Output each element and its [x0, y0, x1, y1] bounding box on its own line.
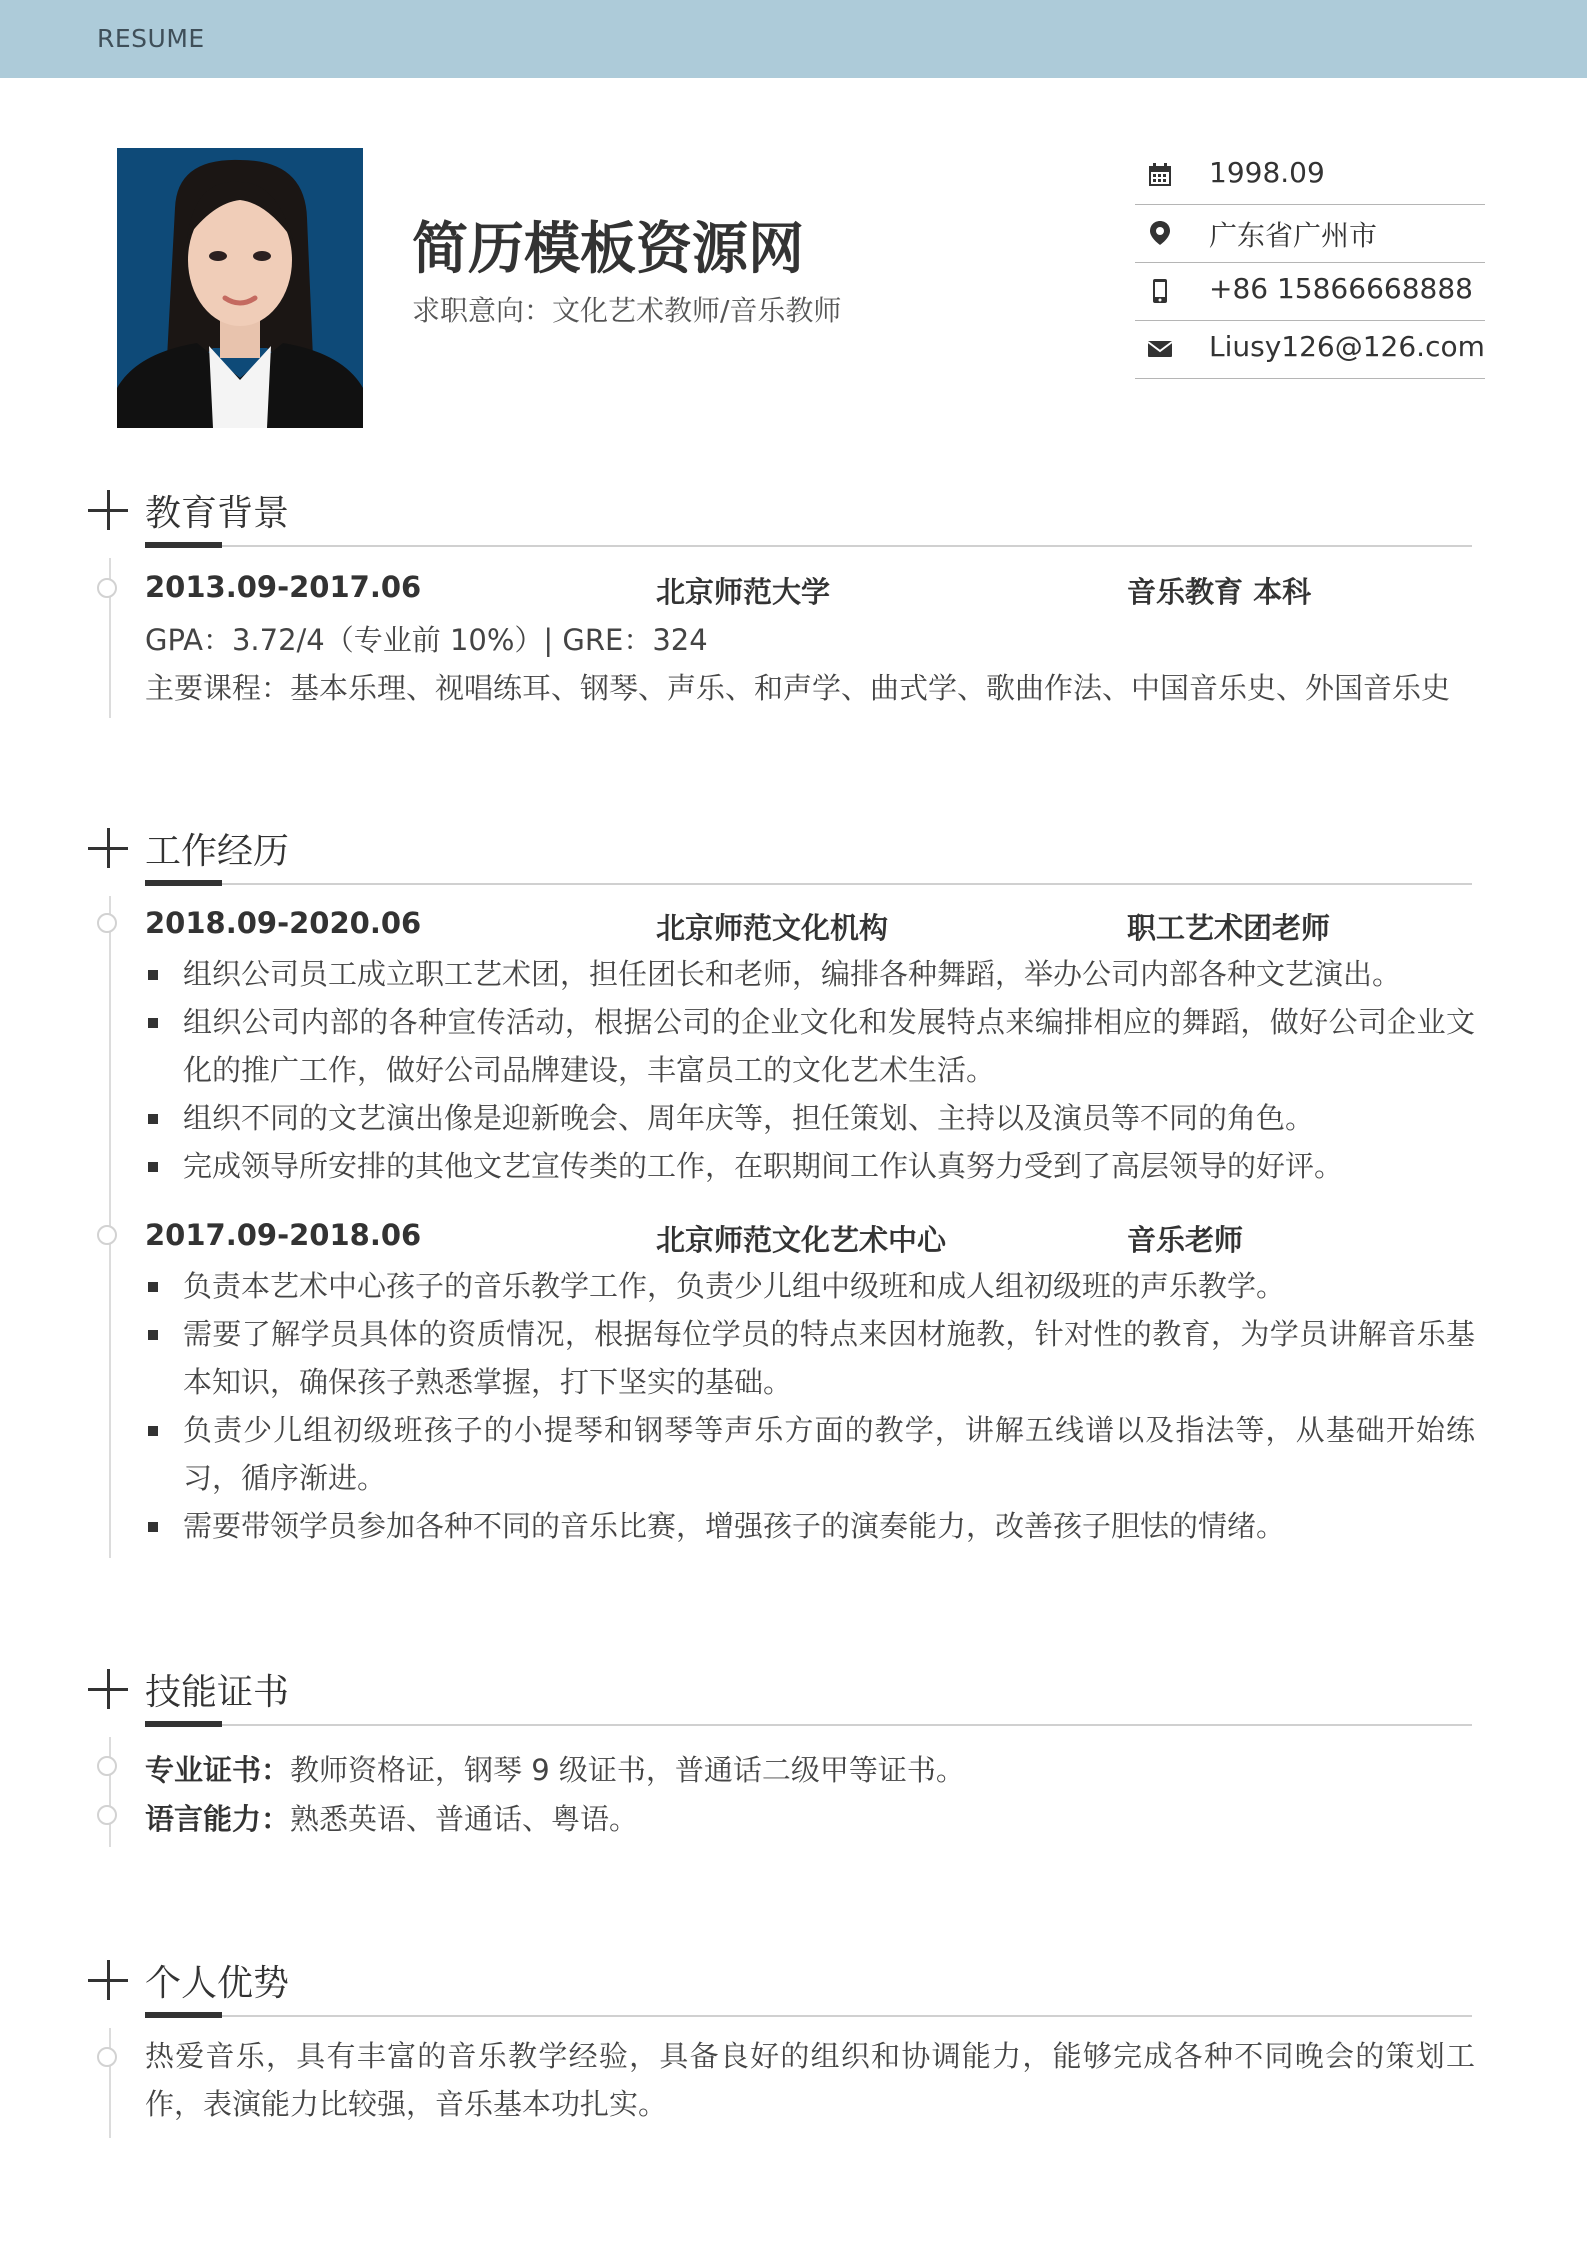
timeline-dot	[97, 913, 117, 933]
contact-location	[1135, 204, 1485, 263]
phone-icon	[1147, 278, 1173, 304]
plus-icon	[88, 490, 128, 530]
section-title-skills: 技能证书	[145, 1672, 290, 1713]
job-period: 2018.09-2020.06	[145, 906, 422, 940]
bullet-text: 需要了解学员具体的资质情况，根据每位学员的特点来因材施教，针对性的教育，为学员讲解音乐基本知识，确保孩子熟悉掌握，打下坚实的基础。	[183, 1317, 1475, 1399]
section-title-education: 教育背景	[145, 493, 290, 534]
education-degree: 音乐教育 本科	[1127, 575, 1312, 609]
job-bullet	[145, 1262, 1475, 1310]
education-school: 北京师范大学	[656, 575, 831, 609]
bullet-text: 需要带领学员参加各种不同的音乐比赛，增强孩子的演奏能力，改善孩子胆怯的情绪。	[183, 1509, 1286, 1543]
bullet-square-icon	[148, 1282, 158, 1292]
timeline-dot	[97, 1756, 117, 1776]
job-bullet	[145, 950, 1475, 998]
top-banner	[0, 0, 1587, 78]
bullet-text: 组织公司员工成立职工艺术团，担任团长和老师，编排各种舞蹈，举办公司内部各种文艺演出。	[183, 957, 1402, 991]
bullet-square-icon	[148, 1426, 158, 1436]
skill-item	[145, 1797, 638, 1838]
contact-birthdate	[1135, 146, 1485, 205]
timeline-line	[109, 2028, 111, 2138]
location-pin-icon	[1147, 220, 1173, 246]
email-text[interactable]: Liusy126@126.com	[1209, 330, 1485, 363]
skill-label: 专业证书：	[145, 1753, 291, 1787]
job-bullet	[145, 1142, 1475, 1190]
job-period: 2017.09-2018.06	[145, 1218, 422, 1252]
job-org: 北京师范文化艺术中心	[656, 1223, 947, 1257]
bullet-text: 负责少儿组初级班孩子的小提琴和钢琴等声乐方面的教学，讲解五线谱以及指法等，从基础开始练习，循序渐进。	[183, 1413, 1475, 1495]
section-title-work: 工作经历	[145, 831, 290, 872]
plus-icon	[88, 1669, 128, 1709]
resume-label: RESUME	[97, 24, 205, 53]
job-org: 北京师范文化机构	[656, 911, 889, 945]
calendar-icon	[1147, 162, 1173, 188]
mail-icon	[1147, 336, 1173, 362]
plus-icon	[88, 828, 128, 868]
education-courses: 主要课程：基本乐理、视唱练耳、钢琴、声乐、和声学、曲式学、歌曲作法、中国音乐史、外国音乐史	[145, 671, 1451, 705]
education-gpa: GPA：3.72/4（专业前 10%）| GRE：324	[145, 623, 708, 657]
section-divider	[145, 2015, 1472, 2017]
section-divider	[145, 545, 1472, 547]
timeline-line	[109, 1737, 111, 1847]
job-role: 职工艺术团老师	[1127, 911, 1331, 945]
birthdate-text: 1998.09	[1209, 156, 1325, 189]
bullet-square-icon	[148, 1114, 158, 1124]
skill-item	[145, 1748, 965, 1789]
skill-text: 熟悉英语、普通话、粤语。	[290, 1802, 639, 1836]
phone-text[interactable]: +86 15866668888	[1209, 272, 1473, 305]
section-accent-bar	[145, 1721, 222, 1727]
contact-email	[1135, 320, 1485, 379]
advantage-text: 热爱音乐，具有丰富的音乐教学经验，具备良好的组织和协调能力，能够完成各种不同晚会的策划工作，表演能力比较强，音乐基本功扎实。	[145, 2039, 1475, 2121]
bullet-text: 完成领导所安排的其他文艺宣传类的工作，在职期间工作认真努力受到了高层领导的好评。	[183, 1149, 1344, 1183]
bullet-square-icon	[148, 1330, 158, 1340]
job-bullet	[145, 1502, 1475, 1550]
section-accent-bar	[145, 542, 222, 548]
section-divider	[145, 883, 1472, 885]
bullet-text: 组织不同的文艺演出像是迎新晚会、周年庆等，担任策划、主持以及演员等不同的角色。	[183, 1101, 1315, 1135]
bullet-square-icon	[148, 970, 158, 980]
timeline-dot	[97, 1805, 117, 1825]
candidate-name: 简历模板资源网	[412, 217, 804, 282]
skill-label: 语言能力：	[145, 1802, 291, 1836]
job-bullet	[145, 1310, 1475, 1406]
section-accent-bar	[145, 2012, 222, 2018]
skill-text: 教师资格证，钢琴 9 级证书，普通话二级甲等证书。	[290, 1753, 965, 1787]
timeline-dot	[97, 578, 117, 598]
bullet-text: 负责本艺术中心孩子的音乐教学工作，负责少儿组中级班和成人组初级班的声乐教学。	[183, 1269, 1286, 1303]
contact-phone	[1135, 262, 1485, 321]
timeline-dot	[97, 1225, 117, 1245]
profile-photo	[117, 148, 363, 428]
section-title-advantage: 个人优势	[145, 1963, 290, 2004]
job-bullet	[145, 1094, 1475, 1142]
job-bullet	[145, 998, 1475, 1094]
bullet-text: 组织公司内部的各种宣传活动，根据公司的企业文化和发展特点来编排相应的舞蹈，做好公司企业文化的推广工作，做好公司品牌建设，丰富员工的文化艺术生活。	[183, 1005, 1475, 1087]
education-period: 2013.09-2017.06	[145, 570, 422, 604]
section-divider	[145, 1724, 1472, 1726]
job-role: 音乐老师	[1127, 1223, 1244, 1257]
location-text: 广东省广州市	[1209, 219, 1378, 252]
bullet-square-icon	[148, 1522, 158, 1532]
bullet-square-icon	[148, 1018, 158, 1028]
section-accent-bar	[145, 880, 222, 886]
plus-icon	[88, 1960, 128, 2000]
job-intent: 求职意向：文化艺术教师/音乐教师	[412, 294, 842, 327]
job-bullet	[145, 1406, 1475, 1502]
timeline-dot	[97, 2047, 117, 2067]
bullet-square-icon	[148, 1162, 158, 1172]
